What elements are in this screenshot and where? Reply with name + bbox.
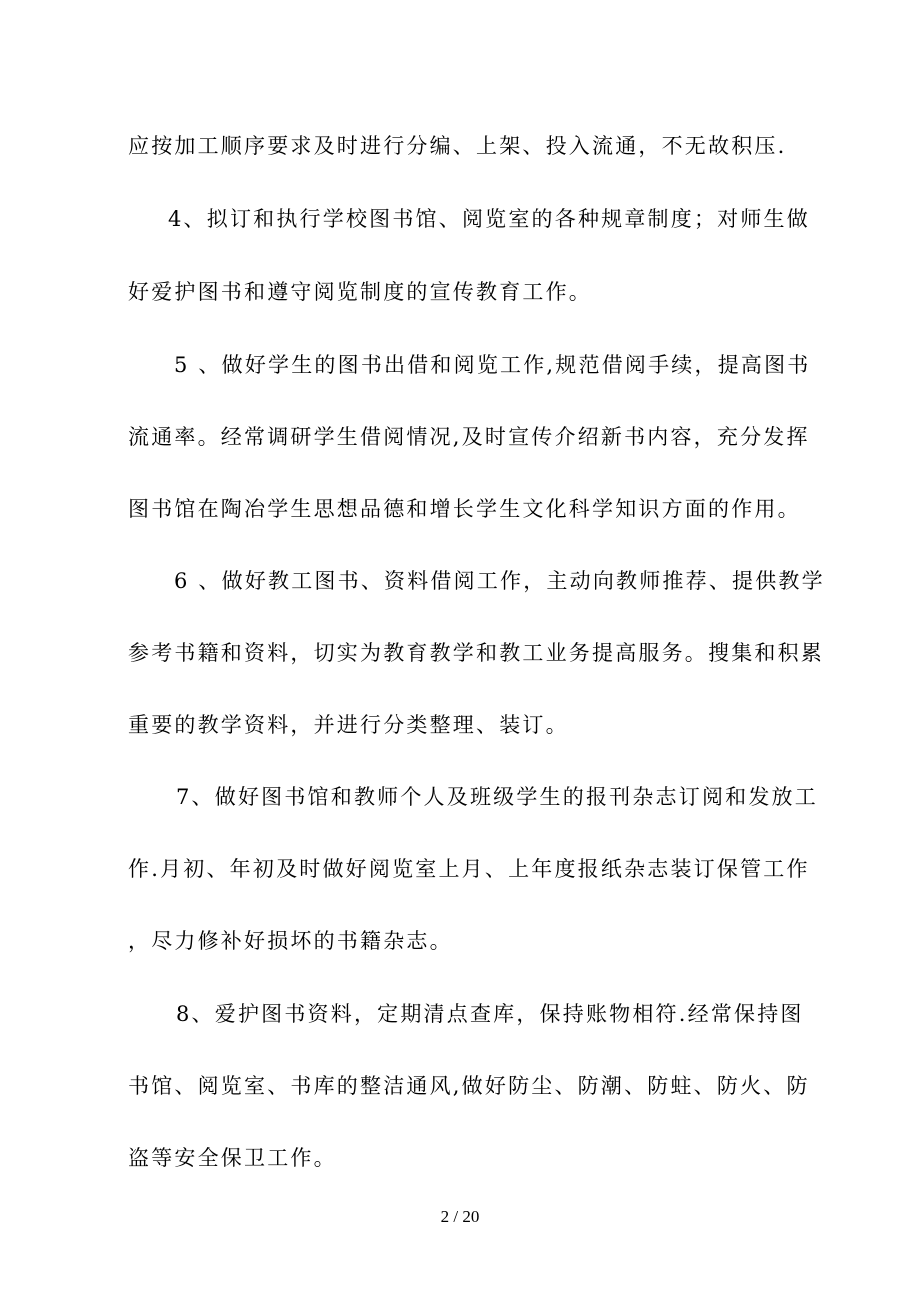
- text-line: 好爱护图书和遵守阅览制度的宣传教育工作。: [128, 280, 592, 304]
- text-line: 参考书籍和资料，切实为教育教学和教工业务提高服务。搜集和积累: [128, 641, 824, 665]
- text-line: 6 、做好教工图书、资料借阅工作，主动向教师推荐、提供教学: [174, 569, 825, 593]
- text-line: 书馆、阅览室、书库的整洁通风,做好防尘、防潮、防蛀、防火、防: [128, 1074, 810, 1098]
- text-line: 4、拟订和执行学校图书馆、阅览室的各种规章制度；对师生做: [168, 207, 810, 231]
- text-line: 图书馆在陶冶学生思想品德和增长学生文化科学知识方面的作用。: [128, 497, 801, 521]
- page-number: 2 / 20: [440, 1207, 480, 1226]
- text-line: ，尽力修补好损坏的书籍杂志。: [128, 929, 453, 953]
- text-line: 盗等安全保卫工作。: [128, 1146, 337, 1170]
- text-line: 7、做好图书馆和教师个人及班级学生的报刊杂志订阅和发放工: [176, 785, 818, 809]
- text-line: 5 、做好学生的图书出借和阅览工作,规范借阅手续，提高图书: [174, 353, 811, 377]
- text-line: 作.月初、年初及时做好阅览室上月、上年度报纸杂志装订保管工作: [128, 857, 810, 881]
- text-line: 流通率。经常调研学生借阅情况,及时宣传介绍新书内容，充分发挥: [128, 425, 810, 449]
- text-line: 应按加工顺序要求及时进行分编、上架、投入流通，不无故积压.: [128, 134, 787, 158]
- text-line: 重要的教学资料，并进行分类整理、装订。: [128, 713, 569, 737]
- text-line: 8、爱护图书资料，定期清点查库，保持账物相符.经常保持图: [176, 1002, 804, 1026]
